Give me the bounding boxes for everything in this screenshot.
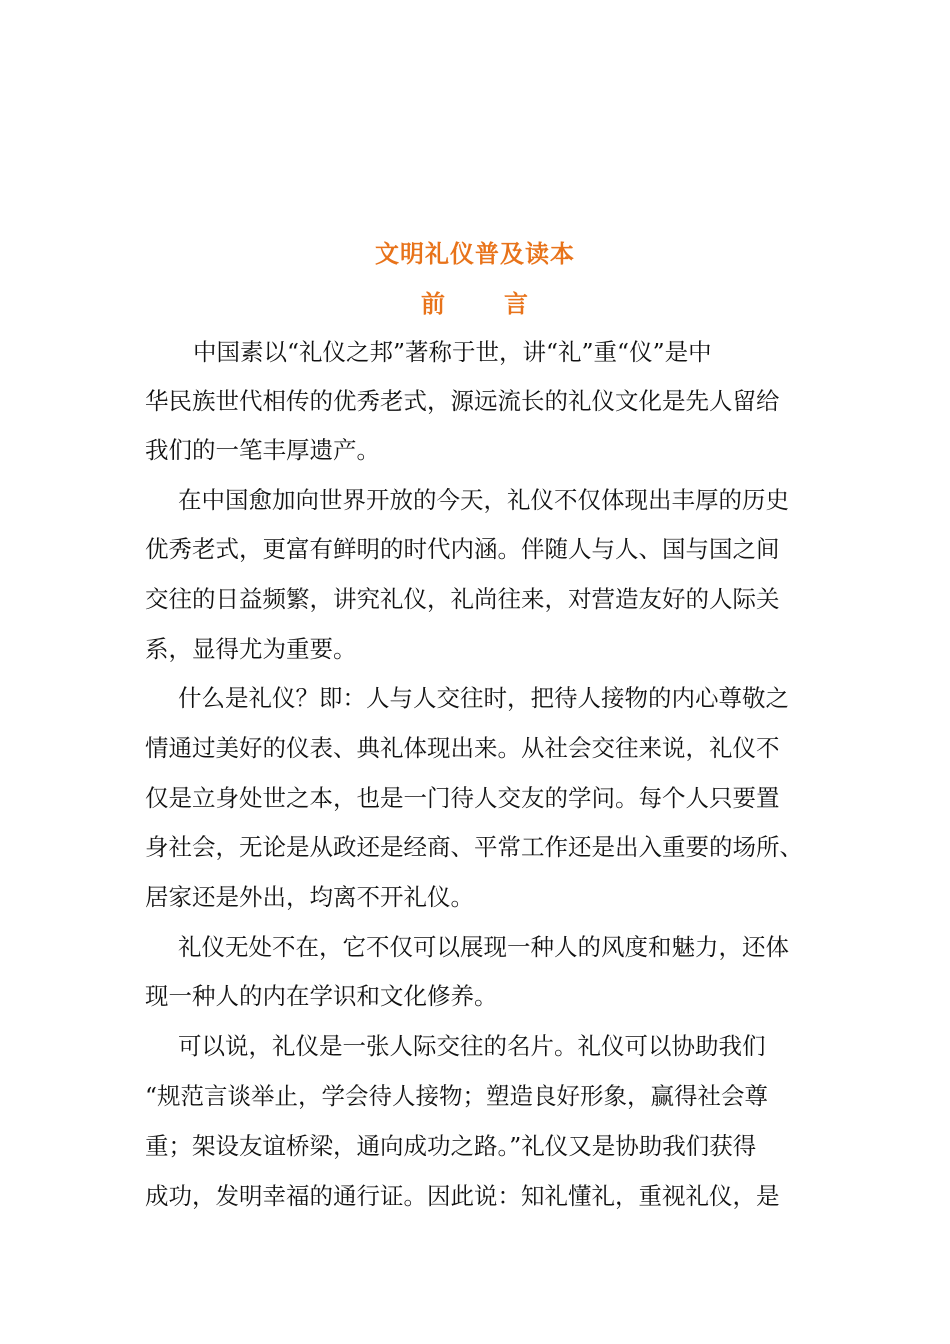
paragraph-line: 交往的日益频繁，讲究礼仪，礼尚往来，对营造友好的人际关 xyxy=(145,585,780,613)
paragraph-line: 成功，发明幸福的通行证。因此说：知礼懂礼，重视礼仪，是 xyxy=(145,1182,780,1210)
paragraph-line: 仅是立身处世之本，也是一门待人交友的学问。每个人只要置 xyxy=(145,784,780,812)
paragraph-line: 身社会，无论是从政还是经商、平常工作还是出入重要的场所、 xyxy=(145,833,803,861)
document-title: 文明礼仪普及读本 xyxy=(375,239,575,268)
paragraph-line: 在中国愈加向世界开放的今天，礼仪不仅体现出丰厚的历史 xyxy=(178,486,789,514)
paragraph-line: 华民族世代相传的优秀老式，源远流长的礼仪文化是先人留给 xyxy=(145,387,780,415)
paragraph-line: 中国素以“礼仪之邦”著称于世，讲“礼”重“仪”是中 xyxy=(193,338,712,366)
paragraph-line: 重；架设友谊桥梁，通向成功之路。”礼仪又是协助我们获得 xyxy=(145,1132,757,1160)
paragraph-line: 优秀老式，更富有鲜明的时代内涵。伴随人与人、国与国之间 xyxy=(145,535,780,563)
section-title-right: 言 xyxy=(504,289,529,318)
paragraph-line: 我们的一笔丰厚遗产。 xyxy=(145,436,380,464)
paragraph-line: 居家还是外出，均离不开礼仪。 xyxy=(145,883,474,911)
paragraph-line: 礼仪无处不在，它不仅可以展现一种人的风度和魅力，还体 xyxy=(178,933,789,961)
paragraph-line: “规范言谈举止，学会待人接物；塑造良好形象，赢得社会尊 xyxy=(145,1082,769,1110)
section-title xyxy=(0,284,950,319)
paragraph-line: 现一种人的内在学识和文化修养。 xyxy=(145,982,498,1010)
paragraph-line: 什么是礼仪？即：人与人交往时，把待人接物的内心尊敬之 xyxy=(178,684,789,712)
paragraph-line: 系，显得尤为重要。 xyxy=(145,635,357,663)
paragraph-line: 情通过美好的仪表、典礼体现出来。从社会交往来说，礼仪不 xyxy=(145,734,780,762)
paragraph-line: 可以说，礼仪是一张人际交往的名片。礼仪可以协助我们 xyxy=(178,1032,766,1060)
section-title-left: 前 xyxy=(421,289,446,318)
